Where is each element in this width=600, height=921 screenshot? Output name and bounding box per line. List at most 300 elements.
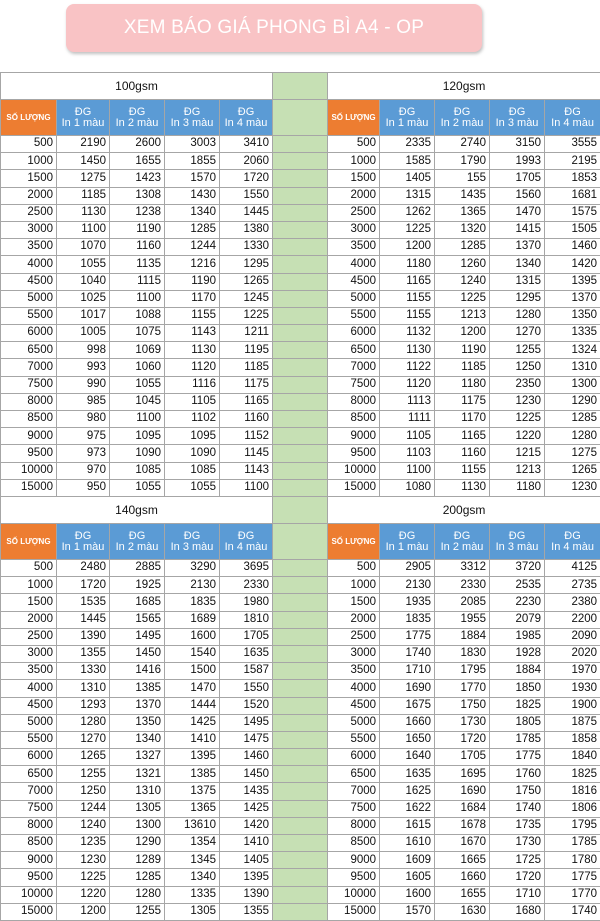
price-cell: 1605 xyxy=(380,869,435,886)
price-cell: 3312 xyxy=(435,560,490,577)
price-cell: 1740 xyxy=(490,800,545,817)
price-cell: 1395 xyxy=(165,749,220,766)
price-cell: 1070 xyxy=(57,239,110,256)
price-cell: 3410 xyxy=(220,136,273,153)
price-cell: 1216 xyxy=(165,256,220,273)
qty-cell: 8000 xyxy=(1,393,57,410)
table-row xyxy=(1,307,600,324)
table-row xyxy=(1,273,600,290)
price-header-right-2 xyxy=(435,100,490,136)
price-cell: 1689 xyxy=(165,611,220,628)
price-header-left-2 xyxy=(110,100,165,136)
price-cell: 1200 xyxy=(57,903,110,920)
price-cell: 1705 xyxy=(490,170,545,187)
gsm-label-right: 120gsm xyxy=(328,73,600,100)
price-cell: 1355 xyxy=(220,903,273,920)
spacer-cell xyxy=(273,852,328,869)
price-header-line1: ĐG xyxy=(490,531,544,542)
table-row xyxy=(1,560,600,577)
price-cell: 1675 xyxy=(380,697,435,714)
price-header-right-4 xyxy=(545,524,600,560)
qty-cell: 8500 xyxy=(1,835,57,852)
price-header-line2: In 1 màu xyxy=(380,542,434,553)
qty-header-right: SỐ LƯỢNG xyxy=(328,524,380,560)
price-cell: 2130 xyxy=(380,577,435,594)
price-cell: 1180 xyxy=(435,376,490,393)
price-header-line1: ĐG xyxy=(435,107,489,118)
spacer-cell xyxy=(273,100,328,136)
price-header-right-1 xyxy=(380,524,435,560)
price-cell: 1152 xyxy=(220,428,273,445)
price-cell: 1858 xyxy=(545,731,600,748)
price-cell: 1200 xyxy=(380,239,435,256)
qty-cell: 8000 xyxy=(1,817,57,834)
price-cell: 1100 xyxy=(220,479,273,496)
qty-cell: 5000 xyxy=(328,714,380,731)
price-cell: 1985 xyxy=(490,628,545,645)
price-header-line1: ĐG xyxy=(545,531,600,542)
price-cell: 1370 xyxy=(110,697,165,714)
price-cell: 1095 xyxy=(165,428,220,445)
price-cell: 1600 xyxy=(165,628,220,645)
table-row xyxy=(1,428,600,445)
price-cell: 1410 xyxy=(220,835,273,852)
table-row xyxy=(1,256,600,273)
qty-cell: 500 xyxy=(1,136,57,153)
price-cell: 1250 xyxy=(490,359,545,376)
price-cell: 1340 xyxy=(490,256,545,273)
price-cell: 1725 xyxy=(490,852,545,869)
qty-cell: 15000 xyxy=(328,479,380,496)
price-header-line2: In 3 màu xyxy=(165,542,219,553)
qty-cell: 1500 xyxy=(328,594,380,611)
price-cell: 1806 xyxy=(545,800,600,817)
price-cell: 1640 xyxy=(380,749,435,766)
gsm-label-left: 140gsm xyxy=(1,497,273,524)
price-cell: 3720 xyxy=(490,560,545,577)
table-row xyxy=(1,445,600,462)
price-cell: 1327 xyxy=(110,749,165,766)
qty-cell: 8500 xyxy=(328,835,380,852)
price-cell: 1340 xyxy=(110,731,165,748)
price-cell: 1681 xyxy=(545,187,600,204)
price-header-line2: In 2 màu xyxy=(435,118,489,129)
price-cell: 1238 xyxy=(110,204,165,221)
price-cell: 1105 xyxy=(165,393,220,410)
price-cell: 1495 xyxy=(220,714,273,731)
price-header-right-3 xyxy=(490,100,545,136)
price-cell: 1825 xyxy=(545,766,600,783)
price-cell: 1678 xyxy=(435,817,490,834)
qty-cell: 1000 xyxy=(1,577,57,594)
price-cell: 1435 xyxy=(220,783,273,800)
price-cell: 1155 xyxy=(380,307,435,324)
price-cell: 1265 xyxy=(220,273,273,290)
price-cell: 1385 xyxy=(165,766,220,783)
qty-cell: 3000 xyxy=(328,645,380,662)
price-cell: 1180 xyxy=(490,479,545,496)
price-cell: 1690 xyxy=(380,680,435,697)
price-cell: 1925 xyxy=(110,577,165,594)
spacer-cell xyxy=(273,628,328,645)
price-header-line1: ĐG xyxy=(110,107,164,118)
price-cell: 1660 xyxy=(380,714,435,731)
price-cell: 155 xyxy=(435,170,490,187)
price-header-right-3 xyxy=(490,524,545,560)
spacer-cell xyxy=(273,749,328,766)
price-cell: 1315 xyxy=(380,187,435,204)
qty-cell: 3000 xyxy=(328,221,380,238)
price-cell: 1395 xyxy=(220,869,273,886)
price-cell: 2060 xyxy=(220,153,273,170)
price-cell: 1740 xyxy=(545,903,600,920)
price-table-100-120gsm xyxy=(0,72,600,497)
price-cell: 1884 xyxy=(490,663,545,680)
price-header-right-4 xyxy=(545,100,600,136)
price-cell: 1795 xyxy=(545,817,600,834)
price-header-left-1 xyxy=(57,100,110,136)
qty-cell: 4500 xyxy=(328,273,380,290)
price-cell: 1185 xyxy=(220,359,273,376)
price-cell: 1853 xyxy=(545,170,600,187)
table-row xyxy=(1,411,600,428)
price-header-line1: ĐG xyxy=(545,107,600,118)
price-cell: 1575 xyxy=(545,204,600,221)
price-header-left-1 xyxy=(57,524,110,560)
price-cell: 1610 xyxy=(380,835,435,852)
price-cell: 1460 xyxy=(545,239,600,256)
price-cell: 1775 xyxy=(380,628,435,645)
spacer-cell xyxy=(273,307,328,324)
price-cell: 1375 xyxy=(165,783,220,800)
qty-cell: 2000 xyxy=(1,611,57,628)
price-header-line2: In 1 màu xyxy=(57,542,109,553)
qty-cell: 10000 xyxy=(328,462,380,479)
qty-cell: 7500 xyxy=(328,376,380,393)
table-row xyxy=(1,835,600,852)
qty-cell: 1500 xyxy=(1,170,57,187)
price-header-left-2 xyxy=(110,524,165,560)
qty-cell: 9000 xyxy=(328,428,380,445)
price-header-line1: ĐG xyxy=(57,531,109,542)
price-cell: 1320 xyxy=(435,221,490,238)
qty-cell: 9500 xyxy=(328,869,380,886)
price-header-line2: In 2 màu xyxy=(110,118,164,129)
qty-cell: 7000 xyxy=(1,359,57,376)
price-cell: 1475 xyxy=(220,731,273,748)
price-cell: 1365 xyxy=(165,800,220,817)
price-cell: 1055 xyxy=(165,479,220,496)
spacer-cell xyxy=(273,273,328,290)
qty-cell: 6500 xyxy=(1,342,57,359)
price-cell: 2480 xyxy=(57,560,110,577)
price-cell: 1130 xyxy=(380,342,435,359)
spacer-cell xyxy=(273,136,328,153)
price-cell: 1143 xyxy=(220,462,273,479)
price-cell: 4125 xyxy=(545,560,600,577)
table-row xyxy=(1,359,600,376)
price-cell: 1775 xyxy=(490,749,545,766)
price-cell: 1250 xyxy=(57,783,110,800)
price-header-line2: In 1 màu xyxy=(380,118,434,129)
table-row xyxy=(1,153,600,170)
gsm-row xyxy=(1,497,600,524)
price-cell: 1255 xyxy=(110,903,165,920)
table-row xyxy=(1,886,600,903)
qty-cell: 10000 xyxy=(1,886,57,903)
price-cell: 1105 xyxy=(380,428,435,445)
price-cell: 1330 xyxy=(57,663,110,680)
qty-cell: 15000 xyxy=(1,903,57,920)
qty-cell: 7000 xyxy=(328,359,380,376)
price-cell: 2330 xyxy=(435,577,490,594)
spacer-cell xyxy=(273,766,328,783)
price-cell: 1213 xyxy=(435,307,490,324)
price-cell: 1255 xyxy=(57,766,110,783)
price-cell: 1225 xyxy=(380,221,435,238)
price-cell: 1130 xyxy=(57,204,110,221)
qty-cell: 9000 xyxy=(1,852,57,869)
spacer-cell xyxy=(273,479,328,496)
price-cell: 1285 xyxy=(435,239,490,256)
qty-cell: 8000 xyxy=(328,817,380,834)
price-cell: 1770 xyxy=(435,680,490,697)
qty-cell: 3500 xyxy=(1,663,57,680)
qty-cell: 2500 xyxy=(1,204,57,221)
price-cell: 1760 xyxy=(490,766,545,783)
spacer-cell xyxy=(273,325,328,342)
price-cell: 1305 xyxy=(110,800,165,817)
price-cell: 1615 xyxy=(380,817,435,834)
price-cell: 1100 xyxy=(110,290,165,307)
price-cell: 1850 xyxy=(490,680,545,697)
price-cell: 1470 xyxy=(490,204,545,221)
price-cell: 1980 xyxy=(220,594,273,611)
price-cell: 1835 xyxy=(165,594,220,611)
price-cell: 1720 xyxy=(57,577,110,594)
price-cell: 1928 xyxy=(490,645,545,662)
qty-cell: 5000 xyxy=(328,290,380,307)
price-cell: 1835 xyxy=(380,611,435,628)
spacer-cell xyxy=(273,645,328,662)
price-cell: 1695 xyxy=(435,766,490,783)
price-cell: 1635 xyxy=(380,766,435,783)
qty-cell: 9500 xyxy=(328,445,380,462)
price-cell: 1570 xyxy=(165,170,220,187)
table-row xyxy=(1,376,600,393)
price-cell: 1635 xyxy=(220,645,273,662)
price-cell: 1225 xyxy=(490,411,545,428)
price-cell: 1495 xyxy=(110,628,165,645)
price-header-line2: In 3 màu xyxy=(490,542,544,553)
price-cell: 1160 xyxy=(435,445,490,462)
qty-cell: 5500 xyxy=(328,731,380,748)
price-cell: 1213 xyxy=(490,462,545,479)
price-cell: 1160 xyxy=(110,239,165,256)
price-cell: 1445 xyxy=(57,611,110,628)
price-cell: 1045 xyxy=(110,393,165,410)
spacer-cell xyxy=(273,221,328,238)
price-cell: 1684 xyxy=(435,800,490,817)
price-cell: 1350 xyxy=(545,307,600,324)
price-cell: 1930 xyxy=(545,680,600,697)
price-header-left-3 xyxy=(165,524,220,560)
price-header-line2: In 4 màu xyxy=(220,542,272,553)
price-cell: 1660 xyxy=(435,869,490,886)
qty-cell: 7500 xyxy=(1,376,57,393)
price-cell: 1225 xyxy=(220,307,273,324)
spacer-cell xyxy=(273,783,328,800)
price-cell: 1535 xyxy=(57,594,110,611)
price-cell: 1280 xyxy=(490,307,545,324)
spacer-cell xyxy=(273,393,328,410)
price-cell: 1290 xyxy=(110,835,165,852)
price-cell: 1289 xyxy=(110,852,165,869)
qty-cell: 4500 xyxy=(328,697,380,714)
price-cell: 998 xyxy=(57,342,110,359)
price-cell: 1120 xyxy=(165,359,220,376)
price-cell: 2350 xyxy=(490,376,545,393)
price-cell: 1410 xyxy=(165,731,220,748)
price-cell: 1450 xyxy=(220,766,273,783)
table-row xyxy=(1,766,600,783)
price-header-line2: In 2 màu xyxy=(435,542,489,553)
price-cell: 1185 xyxy=(57,187,110,204)
price-cell: 2600 xyxy=(110,136,165,153)
price-cell: 1430 xyxy=(165,187,220,204)
price-cell: 1230 xyxy=(57,852,110,869)
price-header-line2: In 2 màu xyxy=(110,542,164,553)
price-cell: 1090 xyxy=(165,445,220,462)
price-cell: 1450 xyxy=(110,645,165,662)
price-cell: 1215 xyxy=(490,445,545,462)
price-cell: 1244 xyxy=(165,239,220,256)
price-cell: 1705 xyxy=(435,749,490,766)
price-header-line2: In 4 màu xyxy=(220,118,272,129)
price-cell: 1080 xyxy=(380,479,435,496)
price-cell: 1830 xyxy=(435,645,490,662)
price-cell: 1265 xyxy=(57,749,110,766)
price-cell: 1795 xyxy=(435,663,490,680)
qty-cell: 9000 xyxy=(1,428,57,445)
price-cell: 1225 xyxy=(57,869,110,886)
price-cell: 13610 xyxy=(165,817,220,834)
spacer-cell xyxy=(273,714,328,731)
qty-cell: 10000 xyxy=(328,886,380,903)
price-cell: 2885 xyxy=(110,560,165,577)
price-cell: 1103 xyxy=(380,445,435,462)
price-cell: 1840 xyxy=(545,749,600,766)
price-cell: 1165 xyxy=(380,273,435,290)
price-cell: 1560 xyxy=(490,187,545,204)
price-cell: 1185 xyxy=(435,359,490,376)
price-cell: 1425 xyxy=(220,800,273,817)
spacer-cell xyxy=(273,560,328,577)
qty-cell: 5500 xyxy=(1,307,57,324)
price-header-line1: ĐG xyxy=(220,531,272,542)
price-cell: 1130 xyxy=(435,479,490,496)
price-cell: 1720 xyxy=(220,170,273,187)
price-cell: 1170 xyxy=(165,290,220,307)
qty-cell: 500 xyxy=(328,136,380,153)
price-cell: 1120 xyxy=(380,376,435,393)
spacer-cell xyxy=(273,817,328,834)
price-cell: 1280 xyxy=(545,428,600,445)
price-header-line1: ĐG xyxy=(165,531,219,542)
table-row xyxy=(1,187,600,204)
price-cell: 1740 xyxy=(380,645,435,662)
price-cell: 1293 xyxy=(57,697,110,714)
price-cell: 3555 xyxy=(545,136,600,153)
price-cell: 2190 xyxy=(57,136,110,153)
qty-cell: 6000 xyxy=(1,749,57,766)
price-cell: 1500 xyxy=(165,663,220,680)
qty-cell: 7500 xyxy=(1,800,57,817)
qty-cell: 6500 xyxy=(328,766,380,783)
qty-cell: 6000 xyxy=(1,325,57,342)
table-row xyxy=(1,479,600,496)
table-row xyxy=(1,852,600,869)
price-header-line2: In 3 màu xyxy=(490,118,544,129)
price-cell: 1280 xyxy=(110,886,165,903)
price-cell: 1365 xyxy=(435,204,490,221)
price-cell: 1130 xyxy=(165,342,220,359)
gsm-label-left: 100gsm xyxy=(1,73,273,100)
price-cell: 2740 xyxy=(435,136,490,153)
price-cell: 1775 xyxy=(545,869,600,886)
price-cell: 1405 xyxy=(220,852,273,869)
price-cell: 1155 xyxy=(435,462,490,479)
price-cell: 1416 xyxy=(110,663,165,680)
price-cell: 1655 xyxy=(110,153,165,170)
price-cell: 1730 xyxy=(435,714,490,731)
qty-cell: 4000 xyxy=(1,680,57,697)
price-cell: 1685 xyxy=(110,594,165,611)
price-cell: 1055 xyxy=(110,479,165,496)
price-cell: 1190 xyxy=(110,221,165,238)
price-cell: 1405 xyxy=(380,170,435,187)
page-title: XEM BÁO GIÁ PHONG BÌ A4 - OP xyxy=(66,4,482,52)
price-cell: 2330 xyxy=(220,577,273,594)
price-cell: 1630 xyxy=(435,903,490,920)
price-cell: 1190 xyxy=(435,342,490,359)
price-cell: 1285 xyxy=(545,411,600,428)
price-cell: 1520 xyxy=(220,697,273,714)
price-cell: 1609 xyxy=(380,852,435,869)
price-cell: 1262 xyxy=(380,204,435,221)
price-cell: 1955 xyxy=(435,611,490,628)
qty-cell: 4000 xyxy=(328,680,380,697)
price-cell: 1285 xyxy=(165,221,220,238)
price-cell: 2200 xyxy=(545,611,600,628)
price-cell: 1444 xyxy=(165,697,220,714)
qty-cell: 2500 xyxy=(1,628,57,645)
price-cell: 1622 xyxy=(380,800,435,817)
table-row xyxy=(1,611,600,628)
price-header-line2: In 3 màu xyxy=(165,118,219,129)
price-cell: 1069 xyxy=(110,342,165,359)
spacer-cell xyxy=(273,239,328,256)
price-cell: 1143 xyxy=(165,325,220,342)
price-cell: 1340 xyxy=(165,869,220,886)
price-cell: 1321 xyxy=(110,766,165,783)
spacer-cell xyxy=(273,342,328,359)
price-cell: 1275 xyxy=(57,170,110,187)
price-cell: 3003 xyxy=(165,136,220,153)
price-header-line2: In 4 màu xyxy=(545,118,600,129)
price-header-line1: ĐG xyxy=(165,107,219,118)
price-cell: 1750 xyxy=(435,697,490,714)
